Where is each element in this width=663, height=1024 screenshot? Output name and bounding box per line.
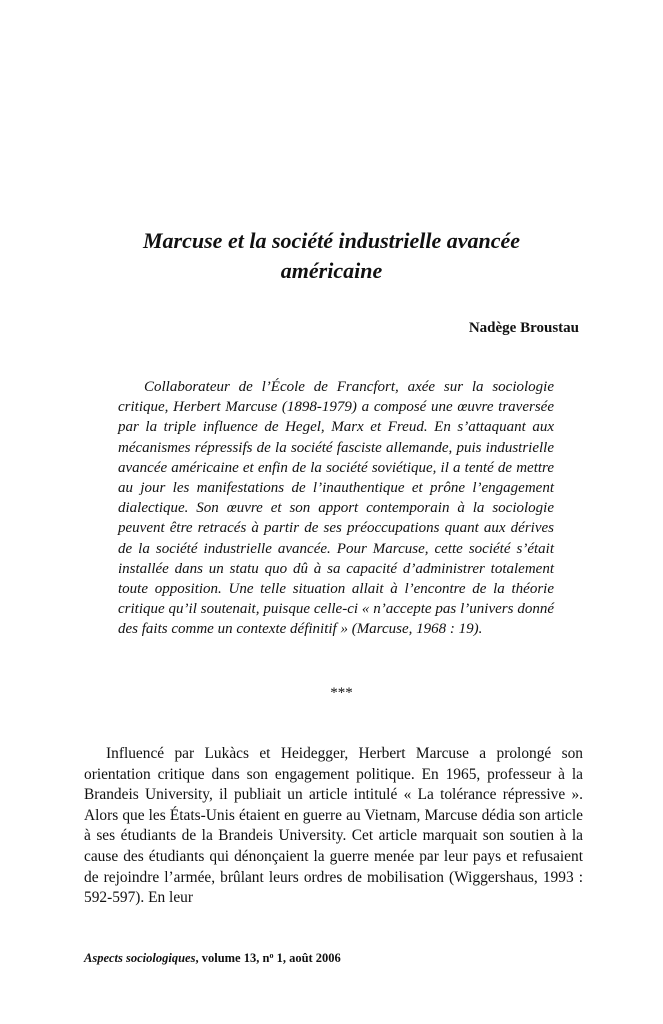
article-title: Marcuse et la société industrielle avancée américaine [143, 228, 520, 283]
volume-text: , volume 13, n [195, 951, 270, 965]
journal-name: Aspects sociologiques [84, 951, 196, 965]
page-footer [84, 948, 341, 966]
number-superscript: o [269, 951, 274, 960]
abstract-paragraph: Collaborateur de l’École de Francfort, axée sur la sociologie critique, Herbert Marcuse (1898-1979) a composé une œuvre traversée par la triple influence de Hegel, Marx et Freud. En s’attaquant aux mécanismes répressifs de la société fasciste allemande, puis industrielle avancée américaine et enfin de la société soviétique, il a tenté de mettre au jour les manifestations de l’inauthentique et prône l’engagement dialectique. Son œuvre et son apport contemporain à la sociologie peuvent être retracés à partir de ses préoccupations quant aux dérives de la société industrielle avancée. Pour Marcuse, cette société s’était installée dans un statu quo dû à sa capacité d’administrer totalement toute opposition. Une telle situation allait à l’encontre de la théorie critique qu’il soutenait, puisque celle-ci « n’accepte pas l’univers donné des faits comme un contexte définitif » (Marcuse, 1968 : 19). [118, 379, 554, 638]
author-name: Nadège Broustau [468, 320, 579, 336]
body-paragraph: Influencé par Lukàcs et Heidegger, Herbert Marcuse a prolongé son orientation critique dans son engagement politique. En 1965, professeur à la Brandeis University, il publiait un article intitulé « La tolérance répressive ». Alors que les États-Unis étaient en guerre au Vietnam, Marcuse dédia son article à ses étudiants de la Brandeis University. Cet article marquait son soutien à la cause des étudiants qui dénonçaient la guerre menée par leur pays et refusaient de rejoindre l’armée, brûlant leurs ordres de mobilisation (Wiggershaus, 1993 : 592-597). En leur [84, 745, 583, 907]
issue-date: 1, août 2006 [273, 951, 341, 965]
section-separator: *** [330, 685, 353, 701]
